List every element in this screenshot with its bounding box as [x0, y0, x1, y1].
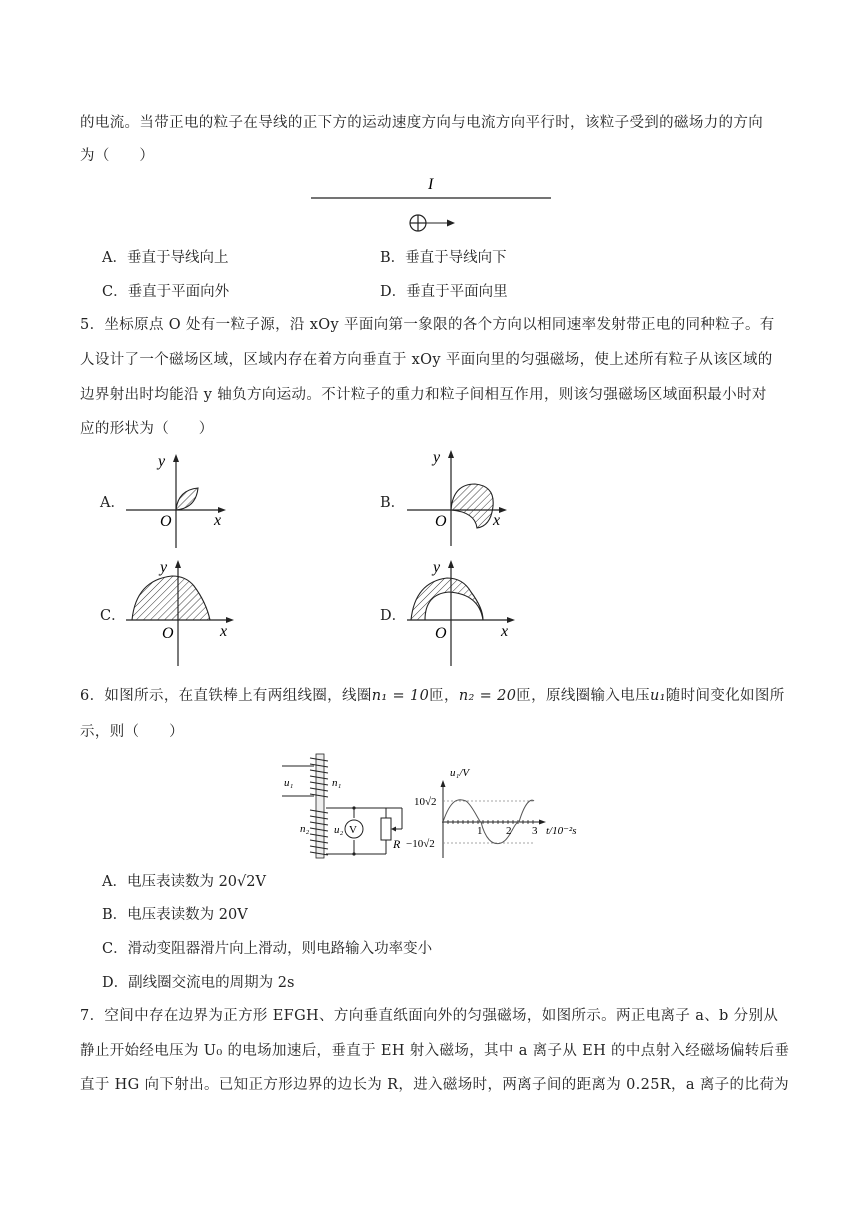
svg-text:y: y	[160, 559, 168, 576]
q6-option-d[interactable]: D．副线圈交流电的周期为 2s	[102, 975, 295, 991]
q5-option-c[interactable]: C．	[100, 608, 126, 624]
field-region-shape	[132, 576, 210, 620]
svg-text:y: y	[433, 449, 441, 466]
svg-text:x: x	[214, 512, 222, 529]
q6-stem-line1: 6．如图所示，在直铁棒上有两组线圈，线圈n₁ = 10匝，n₂ = 20匝，原线圈输入电压u₁随时间变化如图所	[80, 688, 785, 704]
svg-text:x: x	[501, 623, 509, 640]
svg-text:n₂: n₂	[300, 823, 310, 835]
q4-stem-line1: 的电流。当带正电的粒子在导线的正下方的运动速度方向与电流方向平行时，该粒子受到的磁场力的方向	[80, 115, 764, 131]
q5-option-a[interactable]: A．	[100, 495, 125, 511]
field-region-shape	[411, 578, 483, 620]
svg-text:x: x	[493, 512, 501, 529]
q5-stem-line1: 5．坐标原点 O 处有一粒子源，沿 xOy 平面向第一象限的各个方向以相同速率发射带正电的同种粒子。有	[80, 317, 775, 333]
svg-text:1: 1	[477, 825, 483, 837]
svg-text:O: O	[162, 625, 174, 642]
q5-option-a-figure	[122, 450, 232, 552]
q4-option-b[interactable]: B．垂直于导线向下	[380, 250, 507, 266]
q6-transformer-figure	[280, 752, 590, 860]
svg-text:O: O	[435, 625, 447, 642]
svg-text:O: O	[160, 513, 172, 530]
q7-stem-line1: 7．空间中存在边界为正方形 EFGH、方向垂直纸面向外的匀强磁场，如图所示。两正电离子 a、b 分别从	[80, 1008, 779, 1024]
q5-option-d-figure	[403, 556, 521, 668]
svg-text:x: x	[220, 623, 228, 640]
q4-wire-figure	[305, 172, 557, 238]
q6-option-b[interactable]: B．电压表读数为 20V	[102, 907, 248, 923]
svg-text:10√2: 10√2	[414, 796, 437, 808]
q4-option-a[interactable]: A．垂直于导线向上	[102, 250, 229, 266]
q5-option-d[interactable]: D．	[380, 608, 407, 624]
n2-equation: n₂ = 20	[458, 688, 517, 704]
svg-text:u₂: u₂	[334, 824, 344, 836]
field-region-shape	[176, 488, 198, 510]
q5-option-b-figure	[403, 446, 513, 550]
field-region-shape	[451, 484, 493, 528]
svg-text:3: 3	[532, 825, 538, 837]
q5-option-b[interactable]: B．	[380, 495, 406, 511]
svg-text:y: y	[158, 453, 166, 470]
svg-text:y: y	[433, 559, 441, 576]
svg-text:u₁/V: u₁/V	[450, 767, 470, 779]
q5-stem-line2: 人设计了一个磁场区域，区域内存在着方向垂直于 xOy 平面向里的匀强磁场，使上述所有粒子从该区域的	[80, 352, 773, 368]
q4-option-c[interactable]: C．垂直于平面向外	[102, 284, 230, 300]
q6-stem-line2: 示，则（ ）	[80, 724, 184, 740]
svg-text:V: V	[349, 824, 357, 836]
svg-text:u₁: u₁	[284, 777, 294, 789]
svg-text:n₁: n₁	[332, 777, 342, 789]
svg-text:−10√2: −10√2	[406, 838, 435, 850]
svg-text:R: R	[393, 837, 401, 851]
q7-stem-line2: 静止开始经电压为 U₀ 的电场加速后，垂直于 EH 射入磁场，其中 a 离子从 EH 的中点射入经磁场偏转后垂	[80, 1043, 790, 1059]
svg-text:2: 2	[506, 825, 512, 837]
q4-stem-line2: 为（ ）	[80, 148, 155, 164]
q7-stem-line3: 直于 HG 向下射出。已知正方形边界的边长为 R，进入磁场时，两离子间的距离为 0.25R，a 离子的比荷为	[80, 1077, 789, 1093]
q4-option-d[interactable]: D．垂直于平面向里	[380, 284, 508, 300]
q5-stem-line4: 应的形状为（ ）	[80, 421, 214, 437]
q5-option-c-figure	[122, 556, 240, 668]
current-label: I	[428, 176, 434, 193]
n1-equation: n₁ = 10	[371, 688, 430, 704]
rheostat-icon	[381, 818, 391, 840]
q6-option-c[interactable]: C．滑动变阻器滑片向上滑动，则电路输入功率变小	[102, 941, 433, 957]
svg-text:O: O	[435, 513, 447, 530]
q5-stem-line3: 边界射出时均能沿 y 轴负方向运动。不计粒子的重力和粒子间相互作用，则该匀强磁场区域面积最小时对	[80, 387, 767, 403]
q6-option-a[interactable]: A．电压表读数为 20√2V	[102, 874, 266, 890]
svg-text:t/10⁻²s: t/10⁻²s	[546, 825, 577, 837]
